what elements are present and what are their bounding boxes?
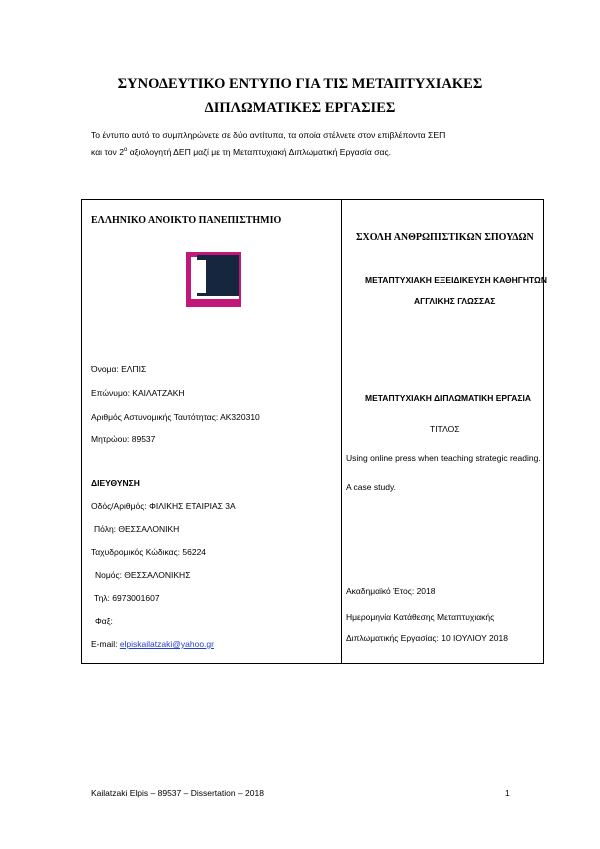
phone-field: Τηλ: 6973001607 (94, 593, 160, 603)
intro-superscript: ο (123, 147, 128, 153)
fax-field: Φαξ: (95, 616, 113, 626)
intro-line-1: Το έντυπο αυτό το συμπληρώνετε σε δύο αντίτυπα, τα οποία στέλνετε στον επιβλέποντα ΣΕΠ (91, 130, 446, 140)
address-heading: ΔΙΕΥΘΥΝΣΗ (91, 478, 140, 488)
document-title-line-2: ΔΙΠΛΩΜΑΤΙΚΕΣ ΕΡΓΑΣΙΕΣ (204, 100, 396, 116)
document-title-line-1: ΣΥΝΟΔΕΥΤΙΚΟ ΕΝΤΥΠΟ ΓΙΑ ΤΙΣ ΜΕΤΑΠΤΥΧΙΑΚΕΣ (117, 76, 483, 92)
postal-code-field: Ταχυδρομικός Κώδικας: 56224 (91, 547, 207, 557)
intro-line-2 (91, 143, 531, 160)
thesis-title-line-1: Using online press when teaching strategic reading. (346, 453, 541, 463)
school-name: ΣΧΟΛΗ ΑΝΘΡΩΠΙΣΤΙΚΩΝ ΣΠΟΥΔΩΝ (356, 232, 534, 243)
email-link[interactable]: elpiskailatzaki@yahoo.gr (119, 639, 214, 649)
registry-field: Μητρώου: 89537 (91, 434, 156, 444)
email-label: E-mail: (91, 639, 120, 649)
table-divider (341, 199, 342, 664)
prefecture-field: Νομός: ΘΕΣΣΑΛΟΝΙΚΗΣ (95, 570, 191, 580)
program-line-2: ΑΓΓΛΙΚΗΣ ΓΛΩΣΣΑΣ (414, 296, 496, 306)
title-label: ΤΙΤΛΟΣ (430, 424, 460, 434)
intro-line-2-start: και τον 2 (91, 146, 124, 157)
city-field: Πόλη: ΘΕΣΣΑΛΟΝΙΚΗ (94, 524, 180, 534)
street-field: Οδός/Αριθμός: ΦΙΛΙΚΗΣ ΕΤΑΙΡΙΑΣ 3Α (91, 501, 236, 511)
page-number: 1 (505, 788, 510, 798)
submission-date-line-2: Διπλωματικής Εργασίας: 10 ΙΟΥΛΙΟΥ 2018 (346, 633, 508, 643)
name-field: Όνομα: ΕΛΠΙΣ (91, 364, 147, 374)
thesis-heading: ΜΕΤΑΠΤΥΧΙΑΚΗ ΔΙΠΛΩΜΑΤΙΚΗ ΕΡΓΑΣΙΑ (365, 393, 532, 403)
submission-date-line-1: Ημερομηνία Κατάθεσης Μεταπτυχιακής (346, 612, 495, 622)
thesis-title-line-2: A case study. (346, 482, 396, 492)
footer-text: Kailatzaki Elpis – 89537 – Dissertation – 2018 (91, 788, 264, 798)
university-name: ΕΛΛΗΝΙΚΟ ΑΝΟΙΚΤΟ ΠΑΝΕΠΙΣΤΗΜΙΟ (91, 215, 282, 226)
intro-line-2-end: αξιολογητή ΔΕΠ μαζί με τη Μεταπτυχιακή Διπλωματική Εργασία σας. (127, 146, 392, 157)
id-number-field: Αριθμός Αστυνομικής Ταυτότητας: ΑΚ320310 (91, 412, 260, 422)
surname-field: Επώνυμο: ΚΑΙΛΑΤΖΑΚΗ (91, 388, 185, 398)
program-line-1: ΜΕΤΑΠΤΥΧΙΑΚΗ ΕΞΕΙΔΙΚΕΥΣΗ ΚΑΘΗΓΗΤΩΝ (365, 275, 548, 285)
email-field (91, 639, 214, 649)
university-logo (186, 252, 241, 307)
academic-year: Ακαδημαϊκό Έτος: 2018 (346, 586, 436, 596)
